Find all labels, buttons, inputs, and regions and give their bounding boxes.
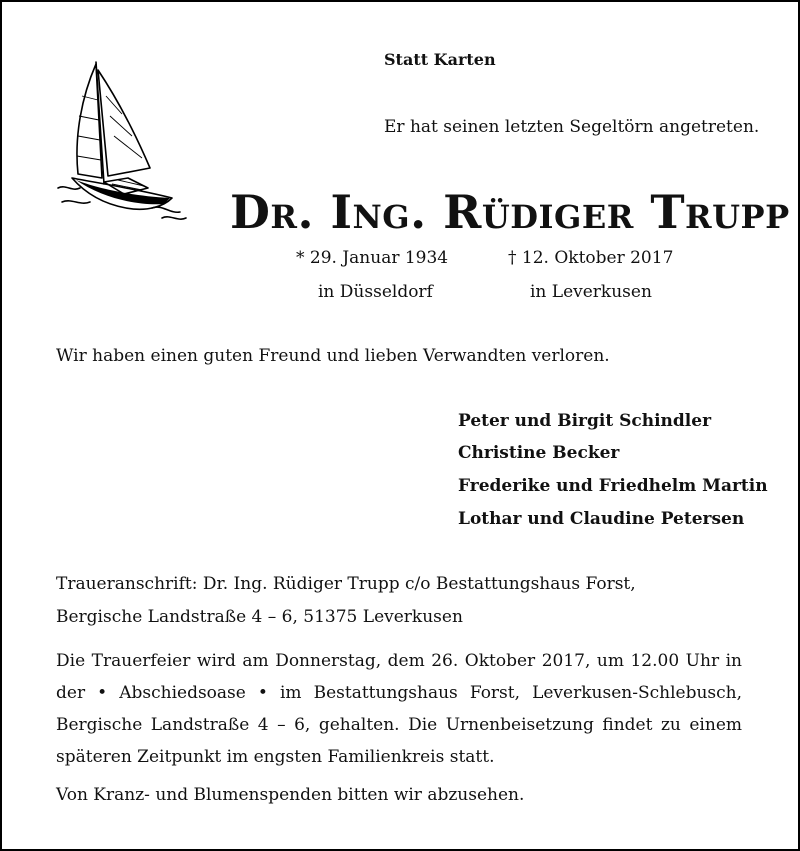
mourner-1: Peter und Birgit Schindler — [458, 411, 712, 431]
statt-karten: Statt Karten — [384, 50, 496, 69]
mourner-2: Christine Becker — [458, 443, 620, 463]
mourner-3: Frederike und Friedhelm Martin — [458, 476, 768, 496]
closing-text: Von Kranz- und Blumenspenden bitten wir abzusehen. — [56, 785, 525, 805]
ceremony-text: Die Trauerfeier wird am Donnerstag, dem 26. Oktober 2017, um 12.00 Uhr in der • Abschiedsoase • im Bestattungshaus Forst, Leverkusen-Schlebusch, Bergische Landstraße 4 – 6, gehalten. Die Urnenbeisetzung findet zu einem späteren Zeitpunkt im engsten Familienkreis statt. — [56, 651, 742, 767]
birth-date: * 29. Januar 1934 — [296, 248, 449, 268]
address-line-2: Bergische Landstraße 4 – 6, 51375 Leverkusen — [56, 607, 463, 627]
deceased-name: Dr. Ing. Rüdiger Trupp — [230, 185, 790, 239]
address-line-1: Traueranschrift: Dr. Ing. Rüdiger Trupp c/o Bestattungshaus Forst, — [56, 574, 636, 594]
intro-text: Wir haben einen guten Freund und lieben Verwandten verloren. — [56, 346, 610, 366]
birth-place: in Düsseldorf — [318, 282, 433, 302]
quote: Er hat seinen letzten Segeltörn angetreten. — [384, 117, 760, 137]
death-place: in Leverkusen — [530, 282, 652, 302]
sailboat-icon — [52, 56, 202, 226]
mourner-4: Lothar und Claudine Petersen — [458, 509, 745, 529]
death-date: † 12. Oktober 2017 — [508, 248, 674, 268]
